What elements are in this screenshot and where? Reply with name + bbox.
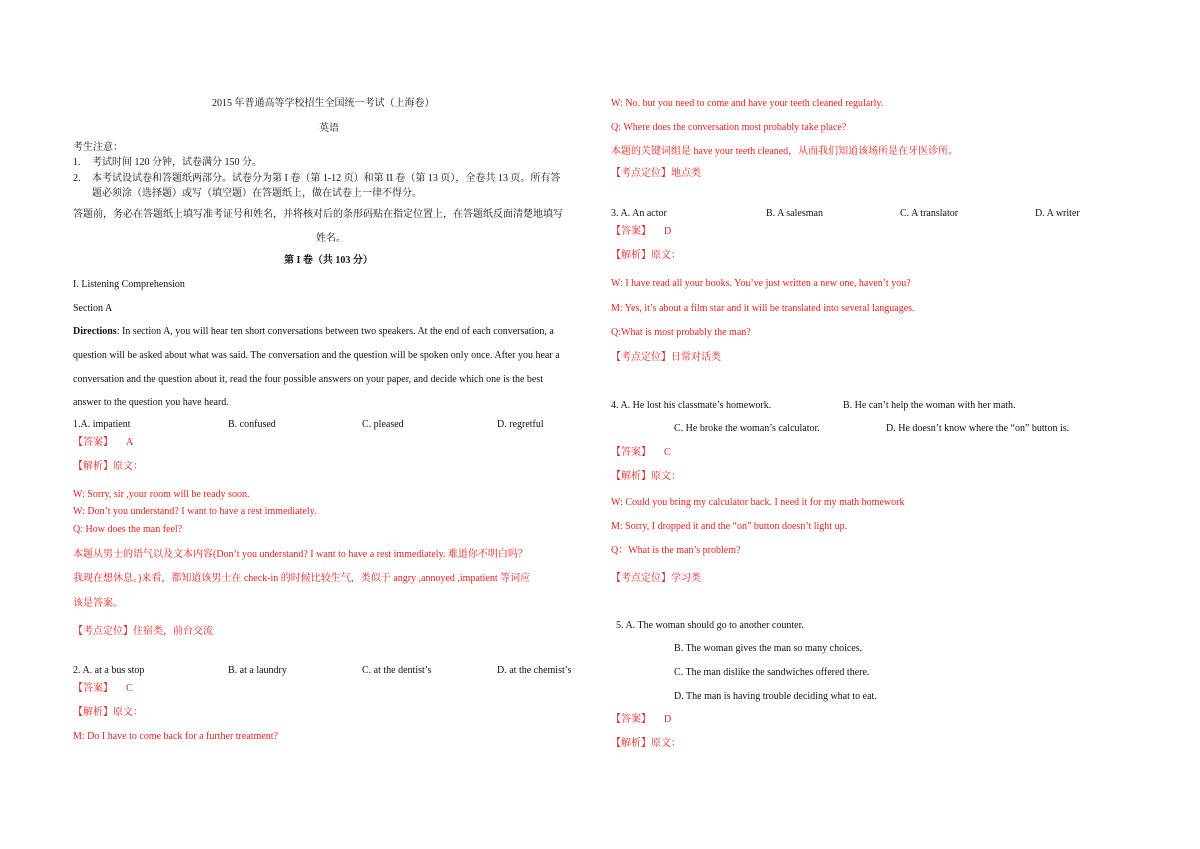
q5-option-c: C. The man dislike the sandwiches offered there. — [674, 667, 870, 678]
q5-option-b: B. The woman gives the man so many choices. — [674, 643, 863, 654]
notice-paragraph-line1: 答题前，务必在答题纸上填写准考证号和姓名，并将核对后的条形码贴在指定位置上，在答题纸反面清楚地填写 — [73, 209, 563, 220]
q4-transcript-line3: Q：What is the man’s problem? — [611, 545, 741, 556]
q2-analysis-label: 【解析】原文： — [73, 707, 143, 718]
q4-option-b: B. He can’t help the woman with her math. — [843, 400, 1016, 411]
notice-paragraph-line2: 姓名。 — [316, 233, 346, 244]
q2-option-a: 2. A. at a bus stop — [73, 665, 145, 676]
q3-answer-label: 【答案】 — [611, 226, 651, 237]
q1-explanation-line1: 本题从男士的语气以及文本内容(Don’t you understand? I want to have a rest immediately. 难道你不明白吗？ — [73, 549, 528, 560]
notice-heading: 考生注意： — [73, 142, 123, 153]
q2-answer-label: 【答案】 — [73, 683, 113, 694]
q5-option-a: 5. A. The woman should go to another counter. — [616, 620, 804, 631]
notice-item-number: 1. — [73, 157, 81, 168]
q3-option-b: B. A salesman — [766, 208, 823, 219]
q5-analysis-label: 【解析】原文： — [611, 738, 681, 749]
q2-transcript-line2: W: No. but you need to come and have your teeth cleaned regularly. — [611, 98, 884, 109]
q5-option-d: D. The man is having trouble deciding what to eat. — [674, 691, 877, 702]
q1-explanation-line3: 该是答案。 — [73, 598, 123, 609]
q1-answer: A — [126, 437, 134, 448]
notice-item-1: 考试时间 120 分钟，试卷满分 150 分。 — [92, 157, 262, 168]
q4-analysis-label: 【解析】原文： — [611, 471, 681, 482]
directions-label: Directions — [73, 326, 117, 337]
subsection-heading: Section A — [73, 303, 113, 314]
part-title: 第 I 卷（共 103 分） — [284, 255, 373, 266]
q2-option-b: B. at a laundry — [228, 665, 287, 676]
q1-option-a: 1.A. impatient — [73, 419, 131, 430]
q2-category: 【考点定位】地点类 — [611, 168, 701, 179]
q1-analysis-label: 【解析】原文： — [73, 461, 143, 472]
notice-item-number: 2. — [73, 173, 81, 184]
q4-transcript-line2: M: Sorry, I dropped it and the “on” button doesn’t light up. — [611, 521, 848, 532]
q1-option-c: C. pleased — [362, 419, 404, 430]
q3-option-c: C. A translator — [900, 208, 959, 219]
q4-transcript-line1: W: Could you bring my calculator back. I need it for my math homework — [611, 497, 905, 508]
q2-explanation: 本题的关键词组是 have your teeth cleaned，从而我们知道该场所是在牙医诊所。 — [611, 146, 959, 157]
q1-category: 【考点定位】住宿类，前台交流 — [73, 626, 213, 637]
q2-transcript-line1: M: Do I have to come back for a further treatment? — [73, 731, 278, 742]
q2-option-c: C. at the dentist’s — [362, 665, 432, 676]
q2-transcript-line3: Q: Where does the conversation most probably take place? — [611, 122, 847, 133]
section-heading: I. Listening Comprehension — [73, 279, 185, 290]
q4-answer-label: 【答案】 — [611, 447, 651, 458]
q3-transcript-line2: M: Yes, it’s about a film star and it will be translated into several languages. — [611, 303, 915, 314]
q3-answer: D — [664, 226, 672, 237]
q3-transcript-line3: Q:What is most probably the man? — [611, 327, 751, 338]
exam-title: 2015 年普通高等学校招生全国统一考试（上海卷） — [212, 98, 435, 109]
q4-option-d: D. He doesn’t know where the “on” button is. — [886, 423, 1070, 434]
q3-option-d: D. A writer — [1035, 208, 1080, 219]
q1-transcript-line2: W: Don’t you understand? I want to have a rest immediately. — [73, 506, 317, 517]
q5-answer-label: 【答案】 — [611, 714, 651, 725]
q3-option-a: 3. A. An actor — [611, 208, 667, 219]
directions-line2: question will be asked about what was said. The conversation and the question will be spoken only once. After you hear a — [73, 350, 560, 361]
q1-explanation-line2: 我现在想休息。)来看，都知道该男士在 check-in 的时候比较生气，类似于 angry ,annoyed ,impatient 等词应 — [73, 573, 531, 584]
directions-line3: conversation and the question about it, read the four possible answers on your paper, and decide which one is the best — [73, 374, 544, 385]
q4-option-a: 4. A. He lost his classmate’s homework. — [611, 400, 772, 411]
q2-option-d: D. at the chemist’s — [497, 665, 572, 676]
q4-answer: C — [664, 447, 671, 458]
q1-option-d: D. regretful — [497, 419, 544, 430]
q1-transcript-line3: Q: How does the man feel? — [73, 524, 183, 535]
q4-option-c: C. He broke the woman’s calculator. — [674, 423, 820, 434]
directions-text: : In section A, you will hear ten short conversations between two speakers. At the end of each conversation, a — [116, 326, 554, 337]
directions-line1 — [73, 325, 554, 338]
notice-item-2-line2: 题必须涂（选择题）或写（填空题）在答题纸上，做在试卷上一律不得分。 — [92, 188, 422, 199]
q1-answer-label: 【答案】 — [73, 437, 113, 448]
q1-transcript-line1: W: Sorry, sir ,your room will be ready soon. — [73, 489, 250, 500]
subject-title: 英语 — [319, 123, 339, 134]
q3-transcript-line1: W: I have read all your books. You’ve just written a new one, haven’t you? — [611, 278, 911, 289]
notice-item-2-line1: 本考试设试卷和答题纸两部分。试卷分为第 I 卷（第 1-12 页）和第 II 卷（第 13 页），全卷共 13 页。所有答 — [92, 173, 561, 184]
directions-line4: answer to the question you have heard. — [73, 397, 229, 408]
q3-analysis-label: 【解析】原文： — [611, 250, 681, 261]
q5-answer: D — [664, 714, 672, 725]
q3-category: 【考点定位】日常对话类 — [611, 352, 721, 363]
q1-option-b: B. confused — [228, 419, 276, 430]
q4-category: 【考点定位】学习类 — [611, 573, 701, 584]
q2-answer: C — [126, 683, 133, 694]
